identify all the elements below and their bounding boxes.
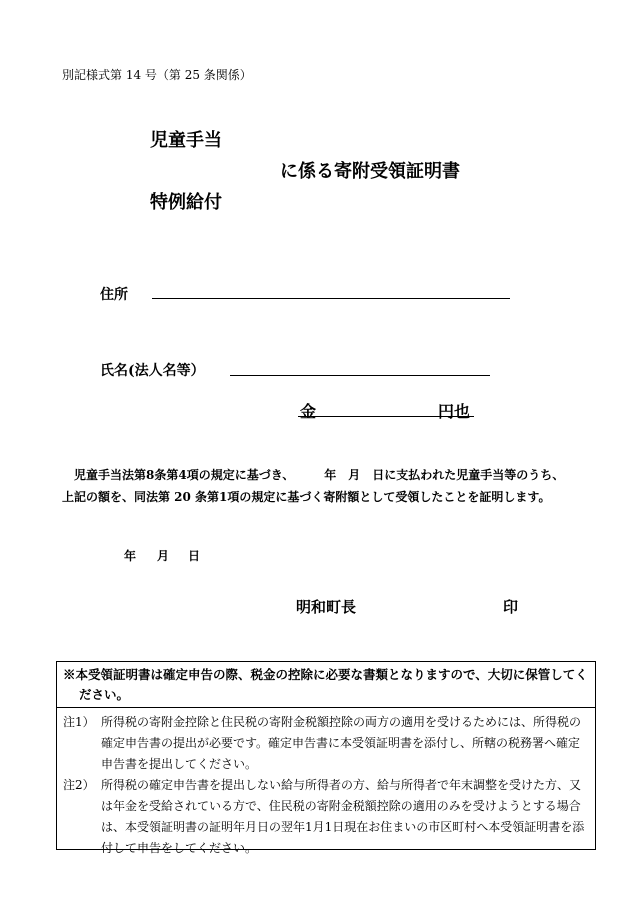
date-month: 月 xyxy=(157,549,170,563)
address-field[interactable] xyxy=(152,298,510,299)
note-1 xyxy=(57,712,595,775)
amount-suffix: 円也 xyxy=(438,402,471,421)
amount-field[interactable] xyxy=(298,416,474,417)
note-2-text: 所得税の確定申告書を提出しない給与所得者の方、給与所得者で年末調整を受けた方、又は年金を受給されている方で、住民税の寄附金税額控除の適用のみを受けようとする場合は、本受領証明書の証明年月日の翌年1月1日現在お住まいの市区町村へ本受領証明書を添付して申告をしてください。 xyxy=(101,778,585,855)
note-1-text: 所得税の寄附金控除と住民税の寄附金税額控除の両方の適用を受けるためには、所得税の確定申告書の提出が必要です。確定申告書に本受領証明書を添付し、所轄の税務署へ確定申告書を提出してください。 xyxy=(101,715,582,771)
name-label: 氏名(法人名等） xyxy=(100,363,205,379)
address-label: 住所 xyxy=(100,287,128,303)
title-line-2: に係る寄附受領証明書 xyxy=(280,161,460,182)
notice-warning: ※本受領証明書は確定申告の際、税金の控除に必要な書類となりますので、大切に保管してください。 xyxy=(57,662,595,708)
title-line-3: 特例給付 xyxy=(150,192,222,213)
amount-prefix: 金 xyxy=(300,402,317,421)
title-line-1: 児童手当 xyxy=(150,130,222,151)
note-2-label: 注2） xyxy=(63,778,95,792)
date-day: 日 xyxy=(188,549,201,563)
name-field[interactable] xyxy=(230,375,490,376)
notice-box xyxy=(56,661,596,855)
note-1-label: 注1） xyxy=(63,715,95,729)
seal-mark: 印 xyxy=(503,598,519,616)
note-2 xyxy=(57,775,595,859)
issuer-title: 明和町長 xyxy=(296,598,357,616)
form-number: 別記様式第 14 号（第 25 条関係） xyxy=(62,68,252,82)
certification-text: 児童手当法第8条第4項の規定に基づき、 年 月 日に支払われた児童手当等のうち、上記の額を、同法第 20 条第1項の規定に基づく寄附額として受領したことを証明します。 xyxy=(62,468,565,504)
date-year: 年 xyxy=(124,549,137,563)
